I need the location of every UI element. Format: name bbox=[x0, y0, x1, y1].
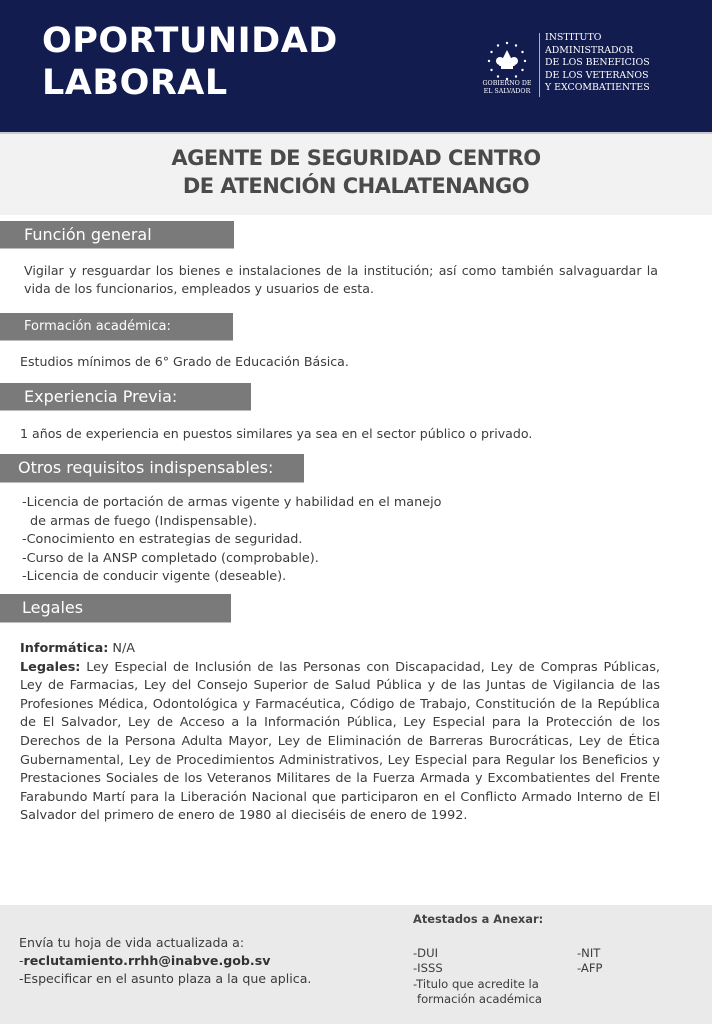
header-banner bbox=[0, 0, 712, 132]
send-cv-label: Envía tu hoja de vida actualizada a: bbox=[19, 935, 245, 950]
legales-text bbox=[20, 640, 660, 826]
requirements-list bbox=[22, 494, 442, 587]
attachments-title: Atestados a Anexar: bbox=[413, 912, 544, 926]
title-line-1: OPORTUNIDAD bbox=[42, 21, 338, 61]
job-title bbox=[0, 144, 712, 200]
attachment-titulo-line-1: -Titulo que acredite la bbox=[413, 977, 539, 991]
attachment-nit: -NIT bbox=[577, 946, 601, 960]
informatica-value: N/A bbox=[108, 641, 136, 656]
list-item: -Licencia de portación de armas vigente y habilidad en el manejo bbox=[22, 495, 442, 510]
list-item: -Licencia de conducir vigente (deseable). bbox=[22, 569, 287, 584]
formacion-academica-text: Estudios mínimos de 6° Grado de Educación Básica. bbox=[20, 354, 349, 369]
legales-paragraph bbox=[20, 659, 660, 826]
job-title-line-2: DE ATENCIÓN CHALATENANGO bbox=[182, 174, 530, 198]
attachment-dui: -DUI bbox=[413, 946, 439, 960]
informatica-label: Informática: bbox=[20, 641, 109, 656]
attachment-afp: -AFP bbox=[577, 961, 603, 975]
institution-name bbox=[545, 32, 650, 95]
attachment-isss: -ISSS bbox=[413, 961, 443, 975]
email-link[interactable]: reclutamiento.rrhh@inabve.gob.sv bbox=[23, 953, 271, 968]
section-heading-experiencia-previa: Experiencia Previa: bbox=[0, 383, 251, 411]
funcion-general-text: Vigilar y resguardar los bienes e instalaciones de la institución; así como también salvaguardar la vida de los funcionarios, empleados y usuarios de esta. bbox=[24, 263, 658, 296]
list-item: -Conocimiento en estrategias de seguridad. bbox=[22, 532, 303, 547]
page-title bbox=[42, 20, 338, 104]
institution-line: DE LOS VETERANOS bbox=[545, 69, 649, 81]
section-heading-funcion-general: Función general bbox=[0, 221, 234, 249]
section-heading-legales: Legales bbox=[0, 594, 231, 623]
application-instructions bbox=[19, 934, 311, 988]
attachment-titulo-line-2: formación académica bbox=[417, 992, 542, 1006]
list-item: de armas de fuego (Indispensable). bbox=[30, 513, 258, 529]
section-heading-formacion-academica: Formación académica: bbox=[0, 313, 233, 341]
logo-caption-line-1: GOBIERNO DE bbox=[482, 80, 532, 87]
title-line-2: LABORAL bbox=[42, 63, 228, 103]
logo-caption bbox=[476, 80, 538, 96]
institution-line: INSTITUTO bbox=[545, 32, 602, 43]
institution-line: ADMINISTRADOR bbox=[545, 44, 634, 56]
legales-value: Ley Especial de Inclusión de las Personas con Discapacidad, Ley de Compras Públicas, Ley de Farmacias, Ley del Consejo Superior de Salud Pública y de las Juntas de Vigilancia de las Profesiones Médica, Odontológica y Farmacéutica, Código de Trabajo, Constitución de la República de El Salvador, Ley de Acceso a la Información Pública, Ley Especial para la Protección de los Derechos de la Persona Adulta Mayor, Ley de Eliminación de Barreras Burocráticas, Ley de Ética Gubernamental, Ley de Procedimientos Administrativos, Ley Especial para Regular los Beneficios y Prestaciones Sociales de los Veteranos Militares de la Fuerza Armada y Excombatientes del Frente Farabundo Martí para la Liberación Nacional que participaron en el Conflicto Armado Interno de El Salvador del primero de enero de 1980 al dieciséis de enero de 1992. bbox=[20, 659, 660, 824]
institution-line: Y EXCOMBATIENTES bbox=[545, 82, 650, 94]
job-title-line-1: AGENTE DE SEGURIDAD CENTRO bbox=[171, 146, 541, 170]
experiencia-previa-text: 1 años de experiencia en puestos similares ya sea en el sector público o privado. bbox=[20, 426, 533, 441]
logo-divider bbox=[539, 33, 540, 97]
section-heading-otros-requisitos: Otros requisitos indispensables: bbox=[0, 454, 304, 483]
logo-caption-line-2: EL SALVADOR bbox=[483, 88, 531, 95]
subject-note: -Especificar en el asunto plaza a la que aplica. bbox=[19, 971, 312, 986]
email-line bbox=[19, 952, 311, 970]
informatica-line bbox=[20, 640, 660, 659]
institution-line: DE LOS BENEFICIOS bbox=[545, 57, 650, 69]
email-prefix: - bbox=[19, 953, 24, 968]
list-item: -Curso de la ANSP completado (comprobable). bbox=[22, 550, 319, 566]
legales-label: Legales: bbox=[20, 659, 81, 675]
